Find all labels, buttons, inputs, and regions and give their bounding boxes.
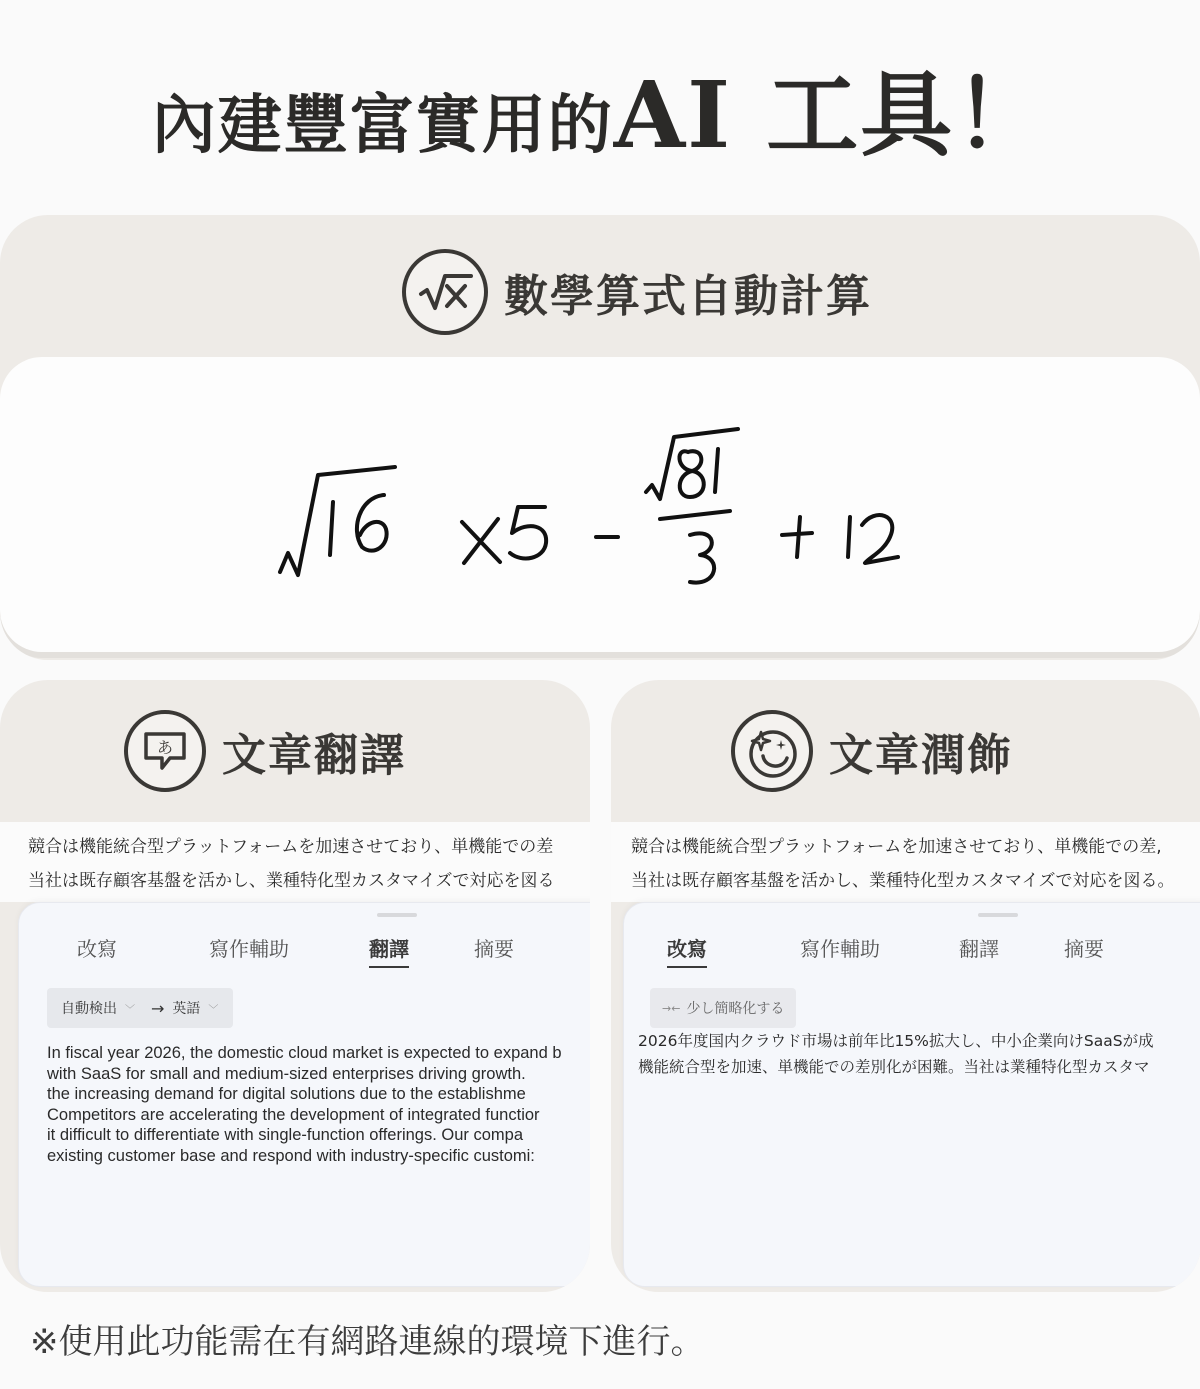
- math-feature-panel: [0, 215, 1200, 660]
- chevron-down-icon: ﹀: [208, 1004, 219, 1016]
- source-line: 競合は機能統合型プラットフォームを加速させており、単機能での差: [28, 837, 554, 857]
- result-line: with SaaS for small and medium-sized enterprises driving growth.: [47, 1064, 526, 1083]
- sparkle-moon-icon: [731, 710, 813, 792]
- source-language-select[interactable]: 自動検出: [61, 1001, 117, 1017]
- tab-summary[interactable]: 摘要: [474, 937, 514, 961]
- ai-tool-tabs: [19, 933, 590, 973]
- page-title-highlight: AI 工具！: [613, 61, 1049, 169]
- speech-bubble-a-icon: [124, 710, 206, 792]
- polish-feature-label: 文章潤飾: [829, 730, 1013, 781]
- tab-rewrite[interactable]: 改寫: [77, 937, 117, 961]
- page-title: [0, 40, 1200, 190]
- translate-feature-panel: [0, 680, 590, 1292]
- sheet-drag-handle[interactable]: [377, 913, 417, 917]
- result-line: the increasing demand for digital solutions due to the establishme: [47, 1085, 526, 1103]
- language-selector: [47, 988, 233, 1028]
- target-language-select[interactable]: 英語: [172, 1001, 201, 1017]
- result-line: existing customer base and respond with industry-specific customi:: [47, 1146, 535, 1165]
- polish-feature-panel: [611, 680, 1200, 1292]
- polish-result: [638, 1028, 1200, 1080]
- arrow-right-icon: →: [151, 998, 165, 1018]
- ai-tools-sheet: [18, 902, 590, 1287]
- source-line: 競合は機能統合型プラットフォームを加速させており、単機能での差,: [631, 837, 1162, 857]
- translate-feature-label: 文章翻譯: [222, 730, 406, 781]
- source-document: [611, 822, 1200, 902]
- tab-writing-assist[interactable]: 寫作輔助: [800, 937, 880, 961]
- simplify-chip-label: 少し簡略化する: [686, 1001, 785, 1017]
- tab-writing-assist[interactable]: 寫作輔助: [209, 937, 289, 961]
- result-line: 機能統合型を加速、単機能での差別化が困難。当社は業種特化型カスタマ: [638, 1058, 1150, 1076]
- tab-summary[interactable]: 摘要: [1064, 937, 1104, 961]
- simplify-chip[interactable]: [650, 988, 796, 1028]
- square-root-icon: [402, 249, 488, 335]
- ai-tools-sheet: [623, 902, 1200, 1287]
- footnote: ※使用此功能需在有網路連線的環境下進行。: [30, 1322, 705, 1362]
- source-line: 当社は既存顧客基盤を活かし、業種特化型カスタマイズで対応を図る。: [631, 871, 1175, 891]
- result-line: it difficult to differentiate with single-function offerings. Our compa: [47, 1126, 524, 1144]
- result-line: 2026年度国内クラウド市場は前年比15%拡大し、中小企業向けSaaSが成: [638, 1032, 1154, 1050]
- shrink-arrows-icon: →←: [662, 1001, 681, 1015]
- polish-feature-header: [731, 708, 1013, 794]
- source-line: 当社は既存顧客基盤を活かし、業種特化型カスタマイズで対応を図る: [28, 871, 555, 891]
- source-document: [0, 822, 590, 902]
- math-feature-label: 數學算式自動計算: [504, 271, 872, 322]
- ai-tool-tabs: [624, 933, 1200, 973]
- result-line: Competitors are accelerating the development of integrated functior: [47, 1105, 540, 1124]
- handwritten-equation: [0, 357, 1200, 652]
- svg-text:あ: あ: [156, 738, 174, 757]
- page-title-prefix: 內建豐富實用的: [151, 88, 614, 163]
- chevron-down-icon: ﹀: [125, 1004, 135, 1016]
- math-feature-header: [402, 247, 872, 337]
- tab-translate[interactable]: 翻譯: [369, 933, 409, 968]
- result-line: In fiscal year 2026, the domestic cloud market is expected to expand b: [47, 1044, 562, 1062]
- translate-feature-header: [124, 708, 406, 794]
- sheet-drag-handle[interactable]: [978, 913, 1018, 917]
- tab-translate[interactable]: 翻譯: [959, 937, 999, 961]
- tab-rewrite[interactable]: 改寫: [667, 933, 707, 968]
- translation-result: [47, 1043, 590, 1166]
- handwriting-canvas[interactable]: [0, 357, 1200, 652]
